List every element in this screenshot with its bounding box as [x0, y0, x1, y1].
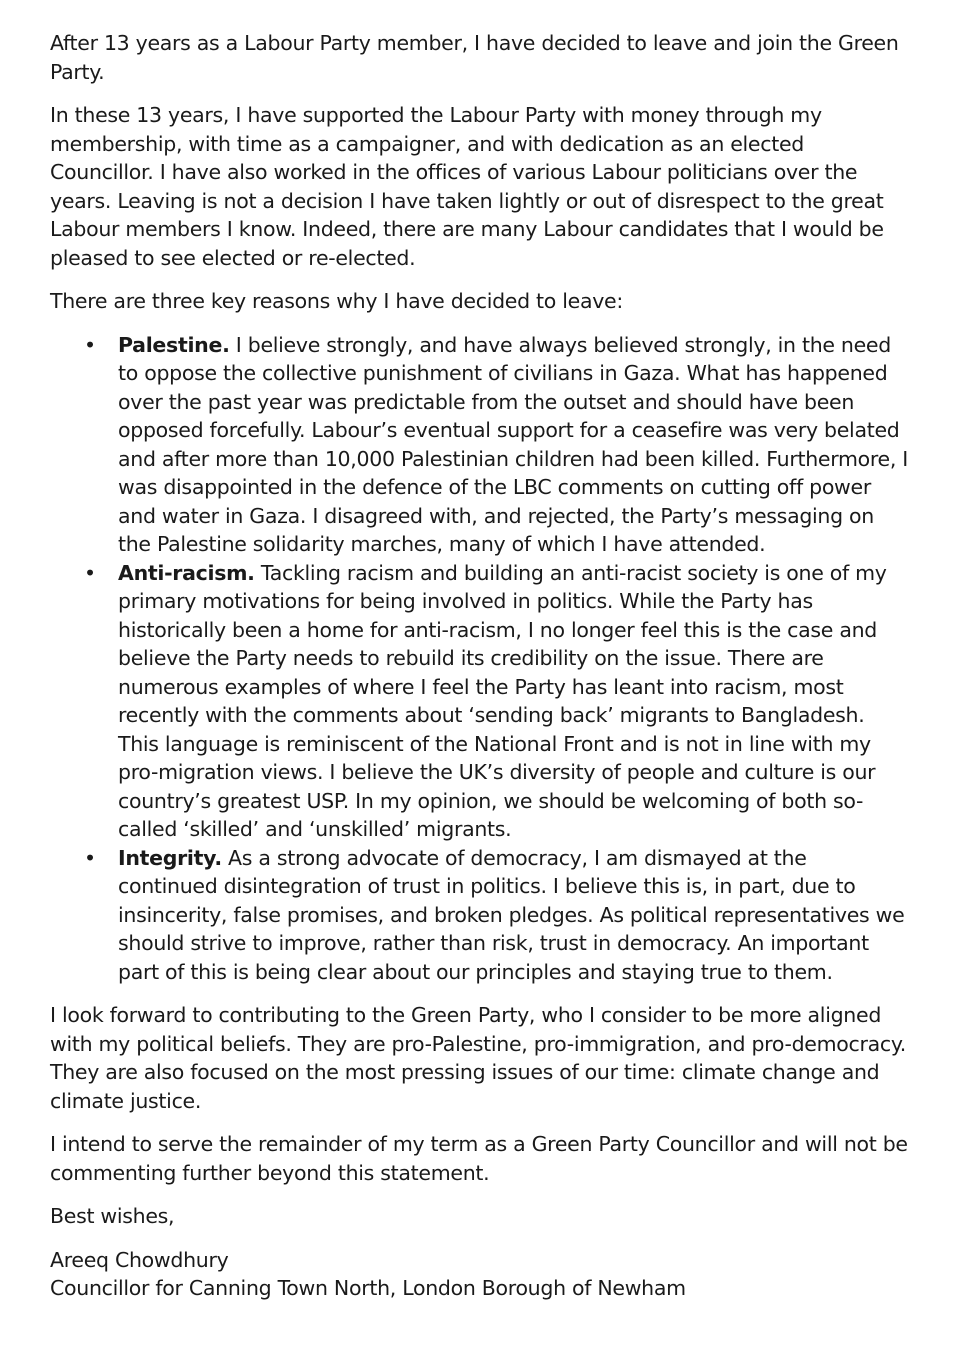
reason-title: Palestine.: [118, 332, 230, 357]
reason-title: Integrity.: [118, 845, 222, 870]
signature-name: Areeq Chowdhury: [50, 1247, 229, 1272]
reasons-intro-paragraph: There are three key reasons why I have decided to leave:: [50, 289, 623, 313]
letter-body: [50, 29, 910, 1303]
closing-line: Best wishes,: [50, 1204, 175, 1228]
reason-item-anti-racism: [50, 559, 910, 844]
reason-item-palestine: [50, 331, 910, 559]
signature-block: [50, 1246, 910, 1303]
bullet-icon: •: [84, 560, 96, 585]
reason-text: I believe strongly, and have always believed strongly, in the need to oppose the collective punishment of civilians in Gaza. What has happened over the past year was predictable from the outset and should have been opposed forcefully. Labour’s eventual support for a ceasefire was very belated and after more than 10,000 Palestinian children had been killed. Furthermore, I was disappointed in the defence of the LBC comments on cutting off power and water in Gaza. I disagreed with, and rejected, the Party’s messaging on the Palestine solidarity marches, many of which I have attended.: [118, 332, 909, 556]
reason-title: Anti-racism.: [118, 560, 255, 585]
bullet-icon: •: [84, 845, 96, 870]
forward-paragraph: I look forward to contributing to the Green Party, who I consider to be more aligned with my political beliefs. They are pro-Palestine, pro-immigration, and pro-democracy. They are also focused on the most pressing issues of our time: climate change and climate justice.: [50, 1003, 906, 1113]
bullet-icon: •: [84, 332, 96, 357]
reason-text: Tackling racism and building an anti-racist society is one of my primary motivations for being involved in politics. While the Party has historically been a home for anti-racism, I no longer feel this is the case and believe the Party needs to rebuild its credibility on the issue. There are numerous examples of where I feel the Party has leant into racism, most recently with the comments about ‘sending back’ migrants to Bangladesh. This language is reminiscent of the National Front and is not in line with my pro-migration views. I believe the UK’s diversity of people and culture is our country’s greatest USP. In my opinion, we should be welcoming of both so-called ‘skilled’ and ‘unskilled’ migrants.: [118, 560, 887, 841]
reason-item-integrity: [50, 844, 910, 987]
intro-paragraph: After 13 years as a Labour Party member, I have decided to leave and join the Green Party.: [50, 31, 899, 84]
intent-paragraph: I intend to serve the remainder of my term as a Green Party Councillor and will not be commenting further beyond this statement.: [50, 1132, 908, 1185]
signature-role: Councillor for Canning Town North, London Borough of Newham: [50, 1276, 686, 1300]
background-paragraph: In these 13 years, I have supported the Labour Party with money through my membership, with time as a campaigner, and with dedication as an elected Councillor. I have also worked in the offices of various Labour politicians over the years. Leaving is not a decision I have taken lightly or out of disrespect to the great Labour members I know. Indeed, there are many Labour candidates that I would be pleased to see elected or re-elected.: [50, 103, 884, 270]
reasons-list: [50, 331, 910, 987]
reason-text: As a strong advocate of democracy, I am dismayed at the continued disintegration of trust in politics. I believe this is, in part, due to insincerity, false promises, and broken pledges. As political representatives we should strive to improve, rather than risk, trust in democracy. An important part of this is being clear about our principles and staying true to them.: [118, 845, 905, 984]
